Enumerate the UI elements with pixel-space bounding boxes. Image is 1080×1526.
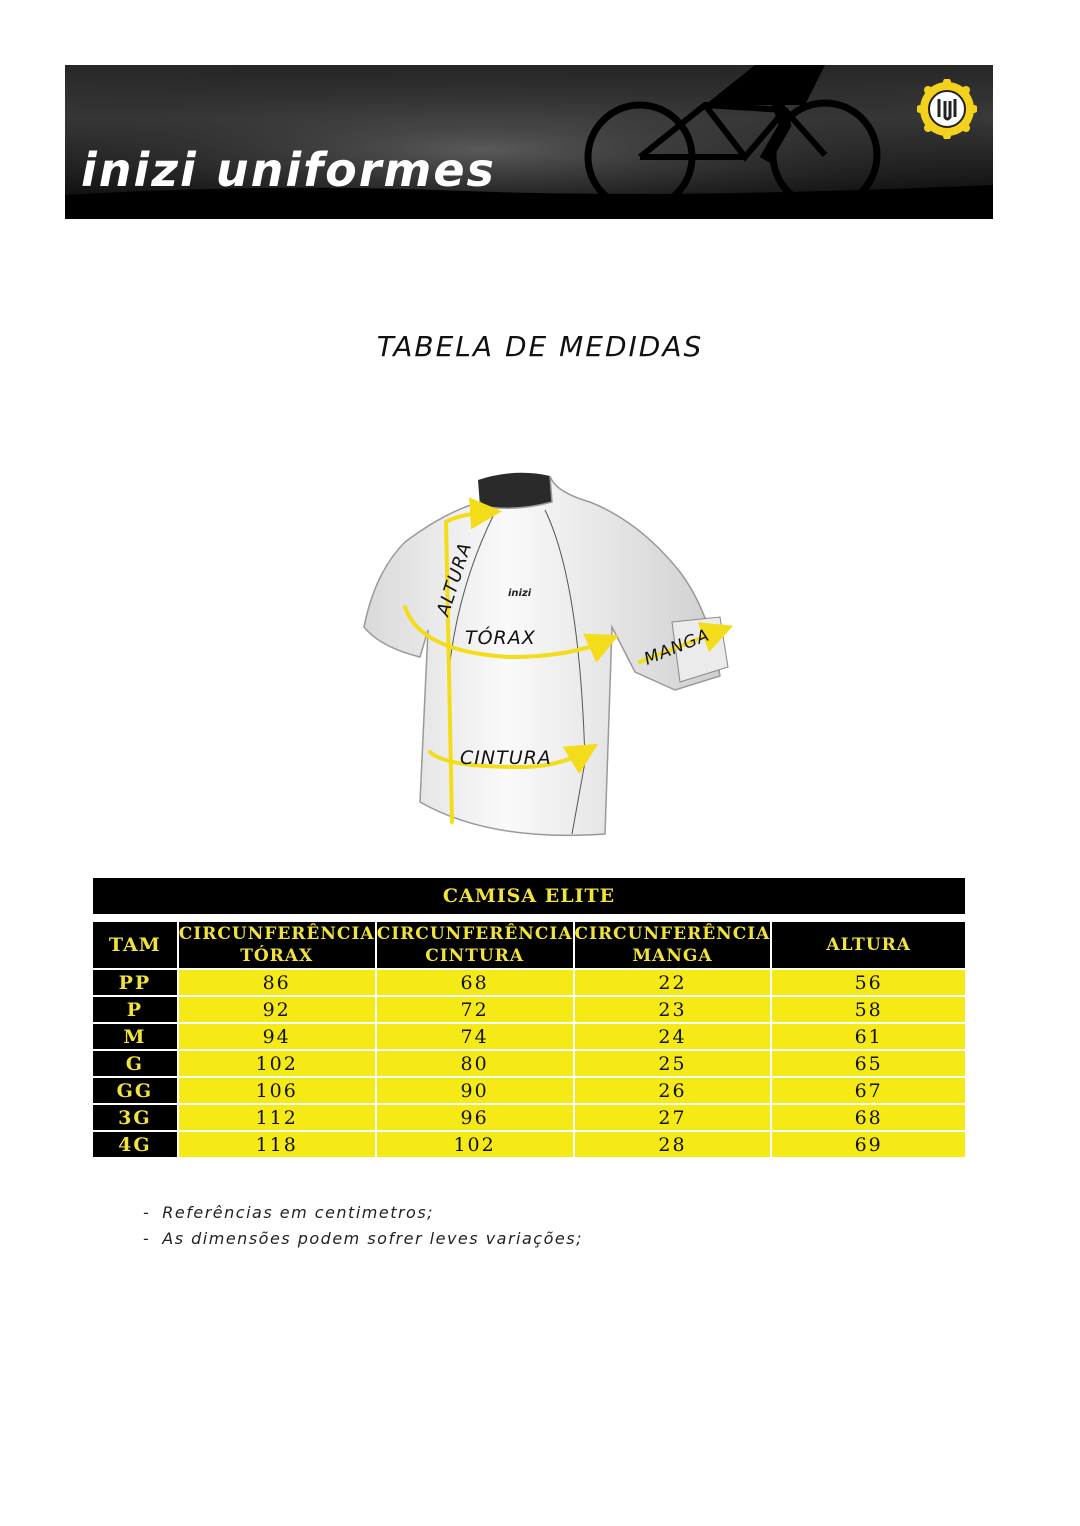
manga-label: MANGA — [641, 625, 713, 670]
size-cell: P — [93, 995, 177, 1022]
measure-cell: 118 — [177, 1130, 375, 1157]
measure-cell: 25 — [573, 1049, 771, 1076]
measure-cell: 112 — [177, 1103, 375, 1130]
size-cell: GG — [93, 1076, 177, 1103]
measure-cell: 58 — [770, 995, 965, 1022]
header-tam: TAM — [93, 922, 177, 968]
table-header-row — [93, 922, 965, 968]
measure-cell: 86 — [177, 968, 375, 995]
jersey-measurement-diagram — [350, 462, 740, 848]
measure-cell: 27 — [573, 1103, 771, 1130]
brand-name: inizi uniformes — [81, 143, 496, 197]
measure-cell: 65 — [770, 1049, 965, 1076]
measure-cell: 28 — [573, 1130, 771, 1157]
header-torax: CIRCUNFERÊNCIA TÓRAX — [177, 922, 375, 968]
measure-cell: 72 — [375, 995, 573, 1022]
note-item: - As dimensões podem sofrer leves variações; — [143, 1229, 583, 1248]
measure-cell: 102 — [375, 1130, 573, 1157]
size-table — [93, 878, 965, 1157]
header-cintura: CIRCUNFERÊNCIA CINTURA — [376, 924, 573, 966]
measure-cell: 74 — [375, 1022, 573, 1049]
notes — [143, 1200, 583, 1252]
table-title: CAMISA ELITE — [93, 878, 965, 914]
table-row — [93, 1022, 965, 1049]
cintura-label: CINTURA — [460, 747, 552, 769]
header-banner — [65, 65, 993, 219]
measure-cell: 67 — [770, 1076, 965, 1103]
measure-cell: 96 — [375, 1103, 573, 1130]
measure-cell: 90 — [375, 1076, 573, 1103]
altura-label: ALTURA — [432, 539, 477, 619]
measure-cell: 80 — [375, 1049, 573, 1076]
table-row — [93, 1130, 965, 1157]
measure-cell: 61 — [770, 1022, 965, 1049]
table-row — [93, 1076, 965, 1103]
measure-cell: 24 — [573, 1022, 771, 1049]
jersey-brand-mark: inizi — [508, 588, 532, 599]
header-altura: ALTURA — [770, 922, 965, 968]
size-cell: M — [93, 1022, 177, 1049]
size-cell: PP — [93, 968, 177, 995]
measure-cell: 56 — [770, 968, 965, 995]
header-manga: CIRCUNFERÊNCIA MANGA — [574, 924, 771, 966]
torax-label: TÓRAX — [465, 627, 536, 649]
size-cell: G — [93, 1049, 177, 1076]
measure-cell: 68 — [770, 1103, 965, 1130]
size-cell: 3G — [93, 1103, 177, 1130]
measure-cell: 94 — [177, 1022, 375, 1049]
note-item: - Referências em centimetros; — [143, 1203, 435, 1222]
measure-cell: 22 — [573, 968, 771, 995]
measure-cell: 69 — [770, 1130, 965, 1157]
size-cell: 4G — [93, 1130, 177, 1157]
table-row — [93, 968, 965, 995]
table-row — [93, 1103, 965, 1130]
measure-cell: 92 — [177, 995, 375, 1022]
bicycle-gear-logo-icon — [917, 79, 977, 139]
measure-cell: 68 — [375, 968, 573, 995]
table-row — [93, 995, 965, 1022]
measure-cell: 106 — [177, 1076, 375, 1103]
measure-cell: 23 — [573, 995, 771, 1022]
table-row — [93, 1049, 965, 1076]
page-title: TABELA DE MEDIDAS — [376, 330, 704, 363]
measure-cell: 102 — [177, 1049, 375, 1076]
measure-cell: 26 — [573, 1076, 771, 1103]
